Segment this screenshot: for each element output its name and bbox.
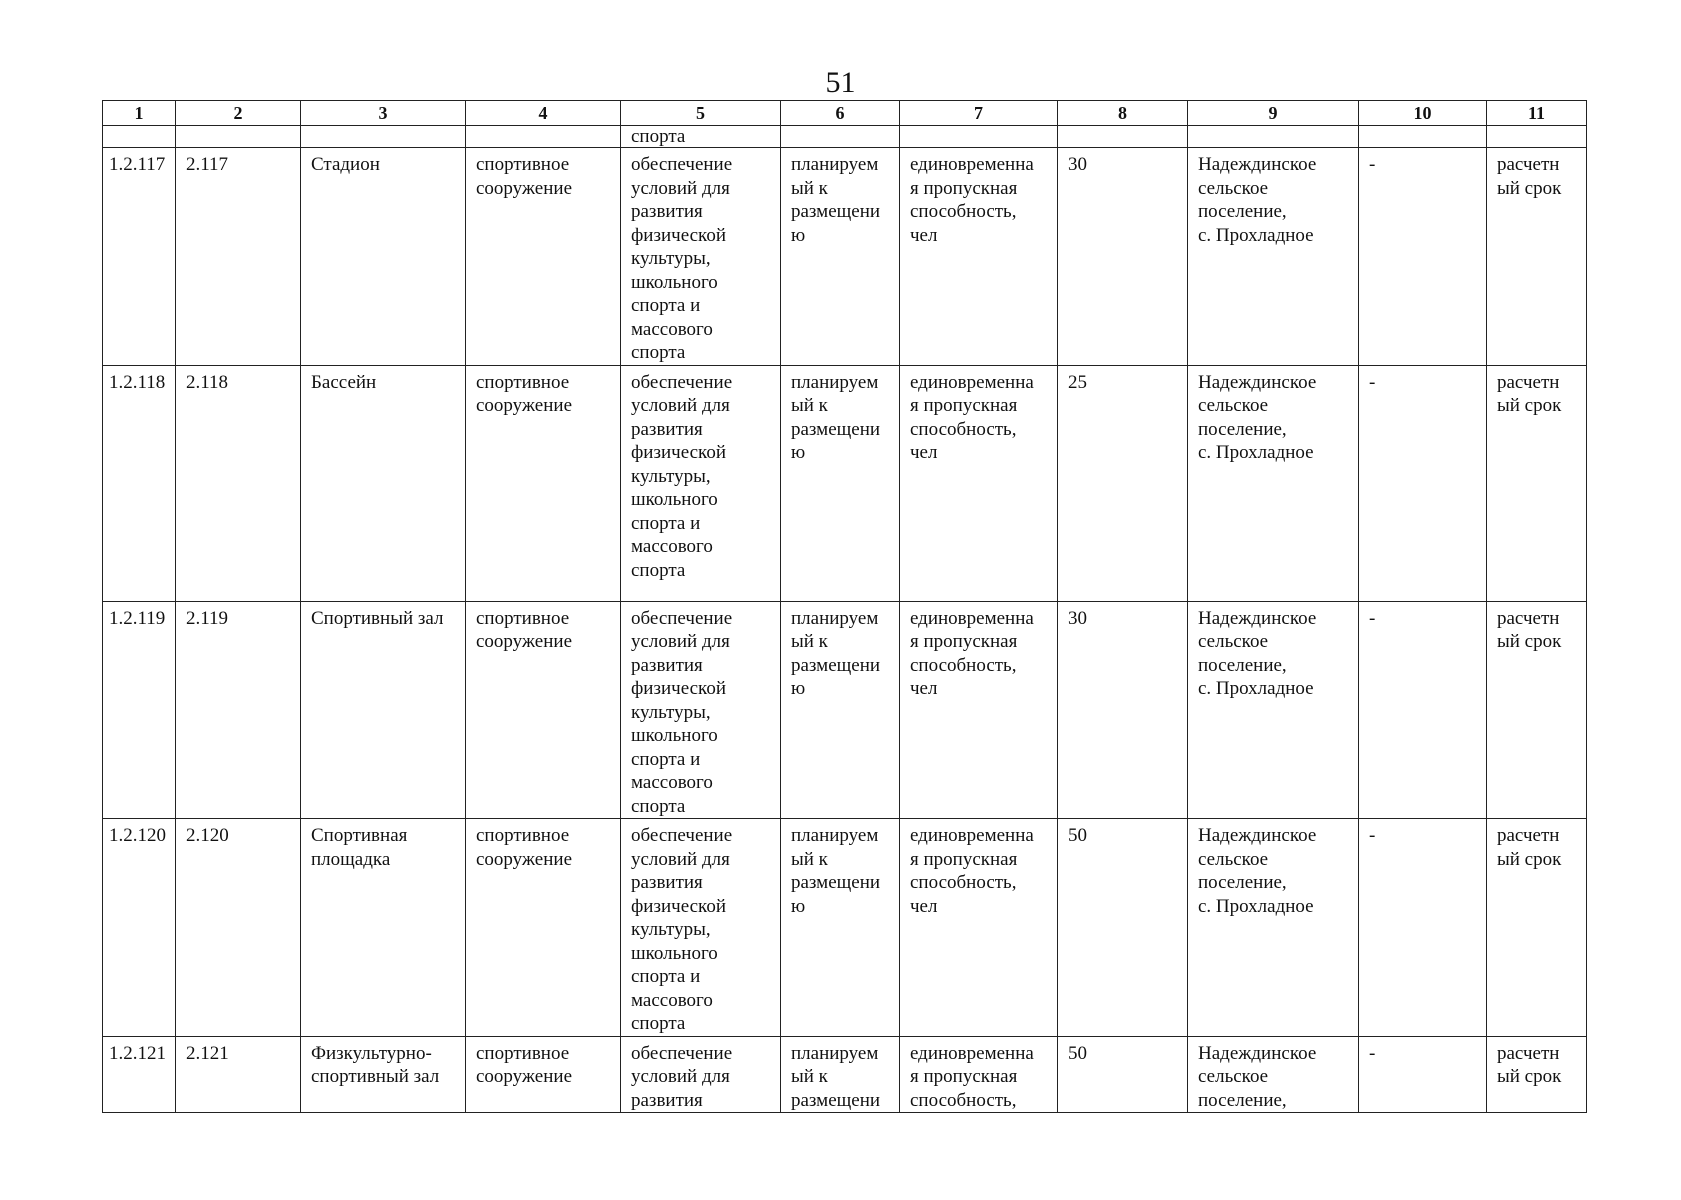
table-cell: единовременна я пропускная способность, чел <box>900 819 1058 1037</box>
table-cell <box>1058 126 1188 148</box>
row-number-cell: 1.2.119 <box>103 601 176 819</box>
row-number-cell: 1.2.120 <box>103 819 176 1037</box>
table-cell: - <box>1359 601 1487 819</box>
table-cell: Надеждинское сельское поселение, с. Прохладное <box>1188 601 1359 819</box>
column-header: 8 <box>1058 101 1188 126</box>
table-cell: - <box>1359 148 1487 366</box>
table-row <box>103 1036 1587 1113</box>
table-cell: 50 <box>1058 819 1188 1037</box>
table-cell: 2.121 <box>176 1036 301 1113</box>
table-cell: - <box>1359 1036 1487 1113</box>
table-cell: обеспечение условий для развития физической культуры, школьного спорта и массового спорта <box>621 819 781 1037</box>
table-cell: спортивное сооружение <box>466 819 621 1037</box>
table-cell: спортивное сооружение <box>466 365 621 601</box>
column-header: 6 <box>781 101 900 126</box>
column-header: 1 <box>103 101 176 126</box>
row-number-cell: 1.2.117 <box>103 148 176 366</box>
row-number-cell: 1.2.121 <box>103 1036 176 1113</box>
table-cell <box>176 126 301 148</box>
table-cell: планируем ый к размещени ю <box>781 819 900 1037</box>
table-cell: 2.117 <box>176 148 301 366</box>
table-row <box>103 148 1587 366</box>
table-cell: - <box>1359 365 1487 601</box>
table-cell: - <box>1359 819 1487 1037</box>
table-cell: спорта <box>621 126 781 148</box>
table-cell: 2.118 <box>176 365 301 601</box>
table-row <box>103 365 1587 601</box>
table-cell: расчетн ый срок <box>1487 148 1587 366</box>
table-cell: Надеждинское сельское поселение, с. Прохладное <box>1188 819 1359 1037</box>
table-cell: 30 <box>1058 601 1188 819</box>
table-cell <box>1487 126 1587 148</box>
table-cell <box>466 126 621 148</box>
table-row <box>103 601 1587 819</box>
table-cell: спортивное сооружение <box>466 601 621 819</box>
table-cell <box>103 126 176 148</box>
table-cell: планируем ый к размещени ю <box>781 148 900 366</box>
table-cell: единовременна я пропускная способность, чел <box>900 148 1058 366</box>
column-header: 7 <box>900 101 1058 126</box>
table-cell: 2.120 <box>176 819 301 1037</box>
table-cell: расчетн ый срок <box>1487 1036 1587 1113</box>
table-cell: Надеждинское сельское поселение, <box>1188 1036 1359 1113</box>
table-cell: единовременна я пропускная способность, <box>900 1036 1058 1113</box>
table-cell: спортивное сооружение <box>466 148 621 366</box>
table-cell: 30 <box>1058 148 1188 366</box>
table-cell: Физкультурно- спортивный зал <box>301 1036 466 1113</box>
row-number-cell: 1.2.118 <box>103 365 176 601</box>
table-cell <box>781 126 900 148</box>
page-number: 51 <box>825 66 856 99</box>
table-cell: Надеждинское сельское поселение, с. Прохладное <box>1188 365 1359 601</box>
table-cell: планируем ый к размещени ю <box>781 365 900 601</box>
table-cell: расчетн ый срок <box>1487 819 1587 1037</box>
table-cell: обеспечение условий для развития <box>621 1036 781 1113</box>
table-cell: Бассейн <box>301 365 466 601</box>
table-cell <box>1188 126 1359 148</box>
table-cell <box>900 126 1058 148</box>
table-cell: обеспечение условий для развития физической культуры, школьного спорта и массового спорта <box>621 365 781 601</box>
table-cell: Надеждинское сельское поселение, с. Прохладное <box>1188 148 1359 366</box>
column-header: 9 <box>1188 101 1359 126</box>
table-cell <box>1359 126 1487 148</box>
table-cell: планируем ый к размещени ю <box>781 601 900 819</box>
column-header: 10 <box>1359 101 1487 126</box>
facilities-table <box>102 100 1587 1113</box>
column-header: 4 <box>466 101 621 126</box>
column-header: 5 <box>621 101 781 126</box>
table-cell: обеспечение условий для развития физической культуры, школьного спорта и массового спорта <box>621 148 781 366</box>
column-header: 3 <box>301 101 466 126</box>
table-cell: Спортивный зал <box>301 601 466 819</box>
table-header-row <box>103 101 1587 126</box>
table-cell <box>301 126 466 148</box>
table-cell: Спортивная площадка <box>301 819 466 1037</box>
table-cell: 25 <box>1058 365 1188 601</box>
table-cell: единовременна я пропускная способность, чел <box>900 601 1058 819</box>
table-cell: расчетн ый срок <box>1487 601 1587 819</box>
table-cell: Стадион <box>301 148 466 366</box>
table-cell: спортивное сооружение <box>466 1036 621 1113</box>
table-cell: обеспечение условий для развития физической культуры, школьного спорта и массового спорта <box>621 601 781 819</box>
table-cell: 50 <box>1058 1036 1188 1113</box>
table-cell: единовременна я пропускная способность, чел <box>900 365 1058 601</box>
table-cell: расчетн ый срок <box>1487 365 1587 601</box>
column-header: 11 <box>1487 101 1587 126</box>
table-cell: планируем ый к размещени <box>781 1036 900 1113</box>
table-row <box>103 819 1587 1037</box>
table-cell: 2.119 <box>176 601 301 819</box>
continuation-row <box>103 126 1587 148</box>
column-header: 2 <box>176 101 301 126</box>
